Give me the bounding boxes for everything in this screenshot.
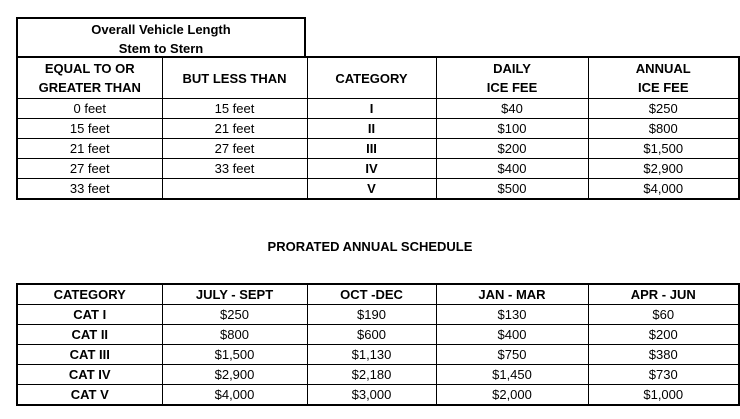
table-row — [17, 325, 739, 345]
table-row — [17, 139, 739, 159]
table-row — [17, 99, 739, 119]
annual-fee-cell: $4,000 — [588, 179, 739, 200]
apr-jun-cell: $60 — [588, 305, 739, 325]
max-length-cell: 21 feet — [162, 119, 307, 139]
annual-fee-cell: $800 — [588, 119, 739, 139]
category-cell: CAT IV — [17, 365, 162, 385]
category-cell: II — [307, 119, 436, 139]
ice-fee-table — [16, 56, 740, 200]
max-length-cell — [162, 179, 307, 200]
annual-fee-cell: $250 — [588, 99, 739, 119]
min-length-cell: 33 feet — [17, 179, 162, 200]
oct-dec-cell: $190 — [307, 305, 436, 325]
jan-mar-cell: $2,000 — [436, 385, 588, 406]
daily-fee-cell: $200 — [436, 139, 588, 159]
category-cell: CAT V — [17, 385, 162, 406]
july-sept-cell: $1,500 — [162, 345, 307, 365]
group-header-line-1: Overall Vehicle Length — [91, 22, 231, 37]
table-row — [17, 345, 739, 365]
category-cell: I — [307, 99, 436, 119]
table-row — [17, 365, 739, 385]
table-row — [17, 159, 739, 179]
max-length-cell: 27 feet — [162, 139, 307, 159]
daily-fee-cell: $40 — [436, 99, 588, 119]
min-length-cell: 21 feet — [17, 139, 162, 159]
category-cell: CAT II — [17, 325, 162, 345]
category-cell: V — [307, 179, 436, 200]
header-category: CATEGORY — [307, 57, 436, 99]
header-but-less-than: BUT LESS THAN — [162, 57, 307, 99]
prorated-header-row — [17, 284, 739, 305]
oct-dec-cell: $2,180 — [307, 365, 436, 385]
min-length-cell: 15 feet — [17, 119, 162, 139]
apr-jun-cell: $730 — [588, 365, 739, 385]
header-jan-mar: JAN - MAR — [436, 284, 588, 305]
jan-mar-cell: $750 — [436, 345, 588, 365]
table-row — [17, 305, 739, 325]
oct-dec-cell: $3,000 — [307, 385, 436, 406]
annual-fee-cell: $1,500 — [588, 139, 739, 159]
header-annual-ice-fee: ANNUAL ICE FEE — [588, 57, 739, 99]
oct-dec-cell: $600 — [307, 325, 436, 345]
daily-fee-cell: $100 — [436, 119, 588, 139]
oct-dec-cell: $1,130 — [307, 345, 436, 365]
min-length-cell: 27 feet — [17, 159, 162, 179]
jan-mar-cell: $1,450 — [436, 365, 588, 385]
category-cell: IV — [307, 159, 436, 179]
prorated-schedule-title: PRORATED ANNUAL SCHEDULE — [267, 239, 473, 254]
july-sept-cell: $2,900 — [162, 365, 307, 385]
ice-fee-header-row — [17, 57, 739, 99]
category-cell: III — [307, 139, 436, 159]
jan-mar-cell: $400 — [436, 325, 588, 345]
header-category: CATEGORY — [53, 287, 126, 302]
min-length-cell: 0 feet — [17, 99, 162, 119]
daily-fee-cell: $400 — [436, 159, 588, 179]
header-july-sept: JULY - SEPT — [162, 284, 307, 305]
vehicle-length-group-header — [16, 17, 306, 56]
header-daily-ice-fee: DAILY ICE FEE — [436, 57, 588, 99]
max-length-cell: 33 feet — [162, 159, 307, 179]
july-sept-cell: $800 — [162, 325, 307, 345]
table-row — [17, 385, 739, 406]
july-sept-cell: $250 — [162, 305, 307, 325]
table-row — [17, 179, 739, 200]
annual-fee-cell: $2,900 — [588, 159, 739, 179]
apr-jun-cell: $200 — [588, 325, 739, 345]
header-oct-dec: OCT -DEC — [307, 284, 436, 305]
category-cell: CAT I — [17, 305, 162, 325]
prorated-schedule-table — [16, 283, 740, 406]
table-row — [17, 119, 739, 139]
group-header-line-2: Stem to Stern — [118, 41, 204, 56]
header-apr-jun: APR - JUN — [588, 284, 739, 305]
header-equal-or-greater: EQUAL TO OR GREATER THAN — [38, 61, 141, 95]
daily-fee-cell: $500 — [436, 179, 588, 200]
july-sept-cell: $4,000 — [162, 385, 307, 406]
max-length-cell: 15 feet — [162, 99, 307, 119]
apr-jun-cell: $1,000 — [588, 385, 739, 406]
category-cell: CAT III — [17, 345, 162, 365]
jan-mar-cell: $130 — [436, 305, 588, 325]
apr-jun-cell: $380 — [588, 345, 739, 365]
